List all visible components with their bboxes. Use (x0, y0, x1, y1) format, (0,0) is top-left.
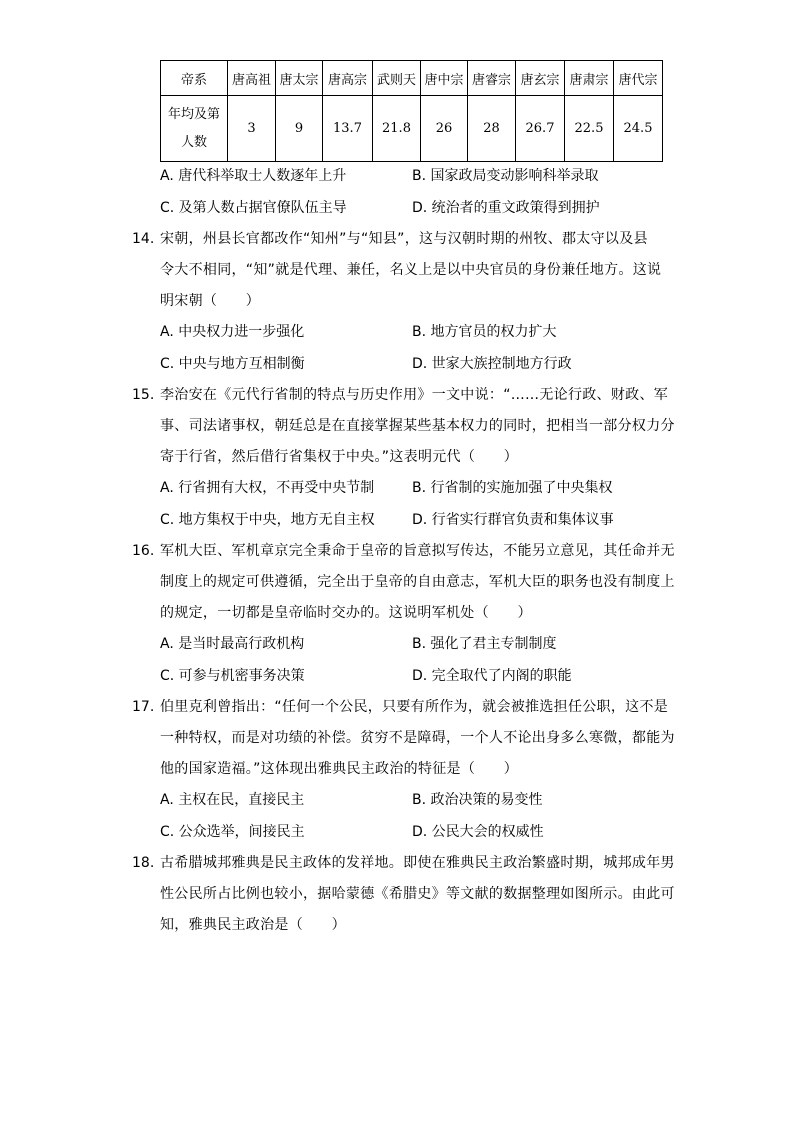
tang-exam-table (160, 60, 663, 162)
q15-option-c: C. 地方集权于中央，地方无自主权 (160, 512, 375, 528)
q18-text-line: 性公民所占比例也较小，据哈蒙德《希腊史》等文献的数据整理如图所示。由此可 (160, 886, 675, 902)
q17-text-line: 一种特权，而是对功绩的补偿。贫穷不是障碍，一个人不论出身多么寒微，都能为 (160, 730, 675, 746)
table-header-cell: 唐太宗 (276, 61, 323, 96)
q13-option-c: C. 及第人数占据官僚队伍主导 (160, 200, 347, 216)
q14-option-b: B. 地方官员的权力扩大 (412, 324, 557, 340)
row-label-line1: 年均及第 (167, 106, 220, 122)
q17-option-b: B. 政治决策的易变性 (412, 792, 543, 808)
table-value-cell: 21.8 (373, 96, 421, 162)
table-value-cell: 3 (228, 96, 276, 162)
q15-option-a: A. 行省拥有大权，不再受中央节制 (160, 480, 375, 496)
q17-text-line: 伯里克利曾指出：“任何一个公民，只要有所作为，就会被推选担任公职，这不是 (160, 699, 669, 715)
table-header-cell: 唐中宗 (421, 61, 468, 96)
table-header-cell: 唐代宗 (614, 61, 663, 96)
q16-option-a: A. 是当时最高行政机构 (160, 636, 305, 652)
q16-option-b: B. 强化了君主专制制度 (412, 636, 557, 652)
q16-number: 16. (132, 543, 155, 559)
table-header-cell: 帝系 (161, 61, 228, 96)
q17-number: 17. (132, 699, 155, 715)
q14-text-line: 令大不相同，“知”就是代理、兼任，名义上是以中央官员的身份兼任地方。这说 (160, 262, 662, 278)
q14-number: 14. (132, 231, 155, 247)
q15-text-line: 事、司法诸事权，朝廷总是在直接掌握某些基本权力的同时，把相当一部分权力分 (160, 418, 675, 434)
q16-option-c: C. 可参与机密事务决策 (160, 668, 305, 684)
table-value-cell: 9 (276, 96, 323, 162)
q15-number: 15. (132, 387, 155, 403)
q16-text-line: 制度上的规定可供遵循，完全出于皇帝的自由意志，军机大臣的职务也没有制度上 (160, 574, 675, 590)
table-value-cell: 22.5 (565, 96, 614, 162)
table-value-cell: 26.7 (516, 96, 565, 162)
q15-option-d: D. 行省实行群官负责和集体议事 (412, 512, 614, 528)
row-label-cell (161, 96, 228, 162)
q14-option-d: D. 世家大族控制地方行政 (412, 356, 572, 372)
q15-text-line: 寄于行省，然后借行省集权于中央。”这表明元代（ ） (160, 449, 519, 465)
q17-text-line: 他的国家造福。”这体现出雅典民主政治的特征是（ ） (160, 761, 519, 777)
q13-option-d: D. 统治者的重文政策得到拥护 (412, 200, 600, 216)
q18-text-line: 古希腊城邦雅典是民主政体的发祥地。即使在雅典民主政治繁盛时期，城邦成年男 (160, 855, 675, 871)
row-label-line2: 人数 (180, 134, 207, 150)
q14-text-line: 明宋朝（ ） (160, 293, 261, 309)
q18-text-line: 知，雅典民主政治是（ ） (160, 917, 346, 933)
table-value-cell: 24.5 (614, 96, 663, 162)
q17-option-c: C. 公众选举，间接民主 (160, 824, 305, 840)
q16-text-line: 的规定，一切都是皇帝临时交办的。这说明军机处（ ） (160, 605, 532, 621)
q13-option-a: A. 唐代科举取士人数逐年上升 (160, 168, 347, 184)
table-header-cell: 唐玄宗 (516, 61, 565, 96)
table-header-row (161, 61, 663, 96)
table-header-cell: 唐肃宗 (565, 61, 614, 96)
q16-option-d: D. 完全取代了内阁的职能 (412, 668, 572, 684)
q13-option-b: B. 国家政局变动影响科举录取 (412, 168, 599, 184)
q14-option-a: A. 中央权力进一步强化 (160, 324, 305, 340)
table-header-cell: 唐睿宗 (468, 61, 516, 96)
table-header-cell: 武则天 (373, 61, 421, 96)
q17-option-d: D. 公民大会的权威性 (412, 824, 544, 840)
q14-option-c: C. 中央与地方互相制衡 (160, 356, 305, 372)
table-value-cell: 28 (468, 96, 516, 162)
q16-text-line: 军机大臣、军机章京完全秉命于皇帝的旨意拟写传达，不能另立意见，其任命并无 (160, 543, 675, 559)
q18-number: 18. (132, 855, 155, 871)
q14-text-line: 宋朝，州县长官都改作“知州”与“知县”，这与汉朝时期的州牧、郡太守以及县 (160, 231, 648, 247)
table-value-cell: 26 (421, 96, 468, 162)
q17-option-a: A. 主权在民，直接民主 (160, 792, 305, 808)
table-data-row (161, 96, 663, 162)
table-header-cell: 唐高宗 (323, 61, 373, 96)
q15-text-line: 李治安在《元代行省制的特点与历史作用》一文中说：“……无论行政、财政、军 (160, 387, 669, 403)
q15-option-b: B. 行省制的实施加强了中央集权 (412, 480, 613, 496)
table-header-cell: 唐高祖 (228, 61, 276, 96)
table-value-cell: 13.7 (323, 96, 373, 162)
